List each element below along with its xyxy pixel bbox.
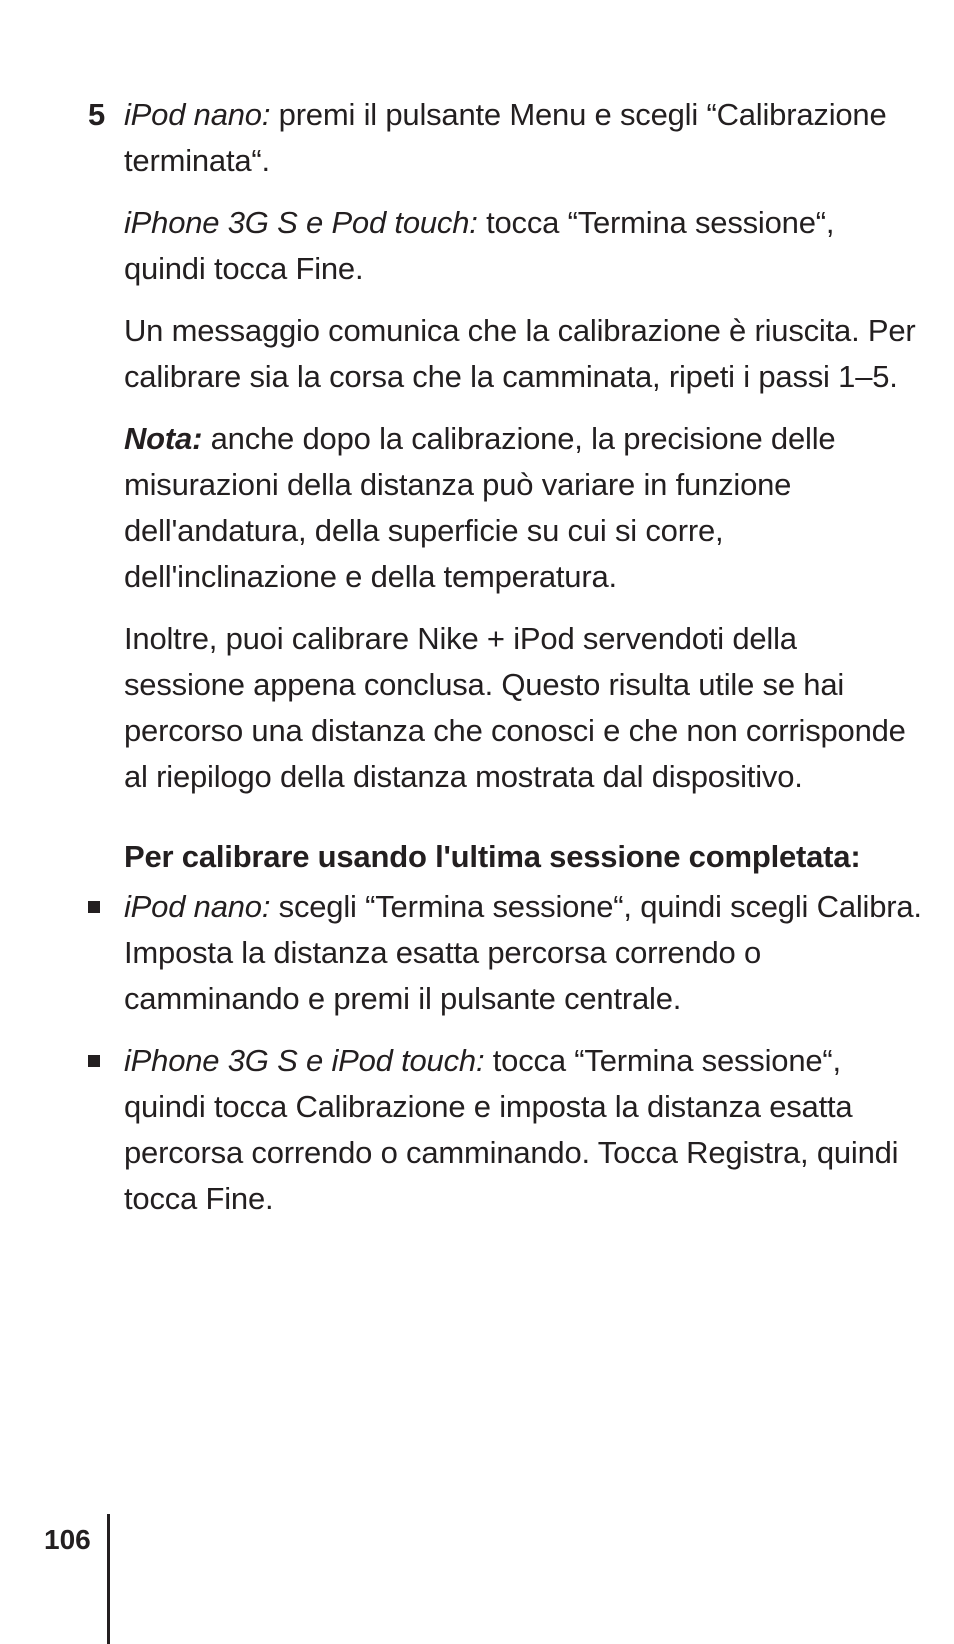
iphone-label: iPhone 3G S e Pod touch: — [124, 205, 478, 240]
bullet-iphone-label: iPhone 3G S e iPod touch: — [124, 1043, 485, 1078]
bullet-ipod-text: scegli “Termina sessione“, quindi scegli Calibra. Imposta la distanza esatta percorsa correndo o camminando e premi il pulsante centrale. — [124, 889, 922, 1016]
ipod-nano-instruction: premi il pulsante Menu e scegli “Calibrazione terminata“. — [124, 97, 887, 178]
bullet-item-ipod — [124, 884, 924, 1022]
step-5-ipod — [88, 92, 924, 184]
ipod-nano-label: iPod nano: — [124, 97, 271, 132]
success-paragraph: Un messaggio comunica che la calibrazione è riuscita. Per calibrare sia la corsa che la camminata, ripeti i passi 1–5. — [124, 313, 916, 394]
square-bullet-icon — [88, 1055, 100, 1067]
note-text: anche dopo la calibrazione, la precisione delle misurazioni della distanza può variare in funzione dell'andatura, della superficie su cui si corre, dell'inclinazione e della temperatura. — [124, 421, 836, 594]
bullet-iphone-text: tocca “Termina sessione“, quindi tocca Calibrazione e imposta la distanza esatta percorsa correndo o camminando. Tocca Registra, quindi tocca Fine. — [124, 1043, 899, 1216]
page-content — [88, 92, 924, 1238]
bullet-item-iphone — [124, 1038, 924, 1222]
note-paragraph — [124, 416, 924, 600]
square-bullet-icon — [88, 901, 100, 913]
step-5-iphone — [124, 200, 924, 292]
step-number: 5 — [88, 97, 106, 132]
page-number: 106 — [44, 1524, 91, 1555]
note-label: Nota: — [124, 421, 203, 456]
section-heading: Per calibrare usando l'ultima sessione completata: — [124, 839, 861, 874]
iphone-instruction: tocca “Termina sessione“, quindi tocca Fine. — [124, 205, 835, 286]
bullet-ipod-label: iPod nano: — [124, 889, 271, 924]
footer-vertical-rule — [107, 1514, 110, 1644]
inoltre-paragraph: Inoltre, puoi calibrare Nike + iPod servendoti della sessione appena conclusa. Questo risulta utile se hai percorso una distanza che conosci e che non corrisponde al riepilogo della distanza mostrata dal dispositivo. — [124, 621, 906, 794]
